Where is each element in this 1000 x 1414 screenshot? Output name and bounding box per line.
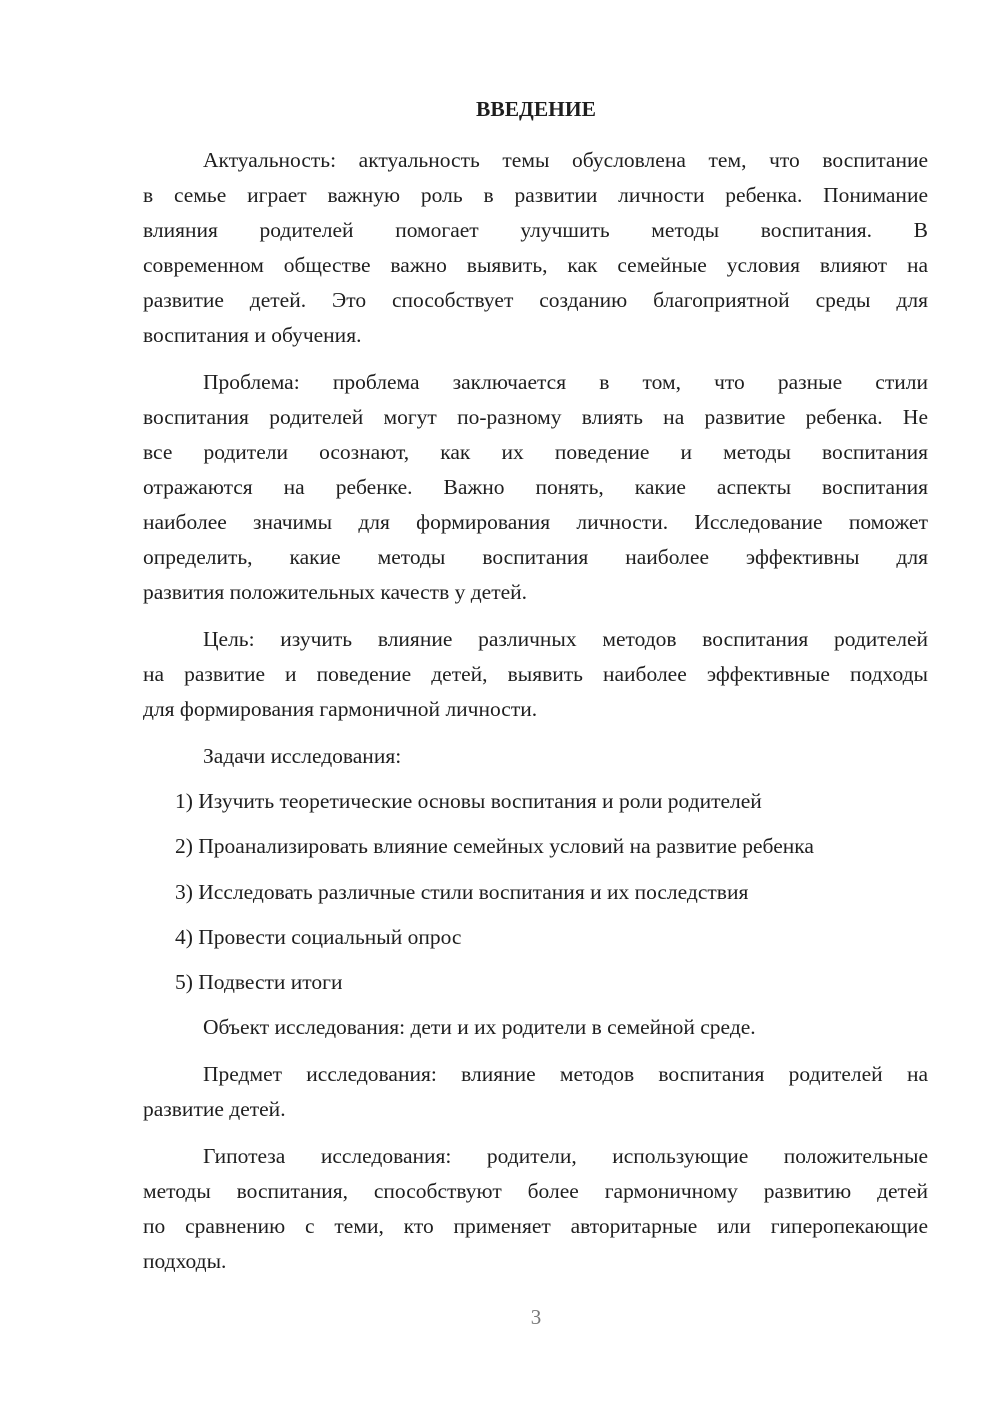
subject-paragraph: [143, 1057, 928, 1127]
task-item: 5) Подвести итоги: [175, 970, 343, 995]
text-line: все родители осознают, как их поведение и методы воспитания: [143, 440, 928, 464]
closing-paragraphs: [143, 1010, 928, 1279]
text-line: отражаются на ребенке. Важно понять, какие аспекты воспитания: [143, 475, 928, 499]
tasks-list: [175, 784, 928, 1010]
text-line: в семье играет важную роль в развитии личности ребенка. Понимание: [143, 183, 928, 207]
text-line: на развитие и поведение детей, выявить наиболее эффективные подходы: [143, 662, 928, 686]
text-line: методы воспитания, способствуют более гармоничному развитию детей: [143, 1179, 928, 1204]
relevance-paragraph: [143, 143, 928, 353]
section-title: ВВЕДЕНИЕ: [476, 97, 596, 121]
text-line: развитие детей. Это способствует созданию благоприятной среды для: [143, 288, 928, 312]
tasks-heading: [143, 739, 928, 774]
text-line: развитие детей.: [143, 1097, 286, 1122]
text-line: подходы.: [143, 1249, 227, 1274]
text-line: Объект исследования: дети и их родители в семейной среде.: [203, 1015, 756, 1040]
hypothesis-paragraph: [143, 1139, 928, 1279]
text-line: наиболее значимы для формирования личности. Исследование поможет: [143, 510, 928, 534]
text-line: Задачи исследования:: [203, 744, 402, 768]
text-line: влияния родителей помогает улучшить методы воспитания. В: [143, 218, 928, 242]
task-item: 3) Исследовать различные стили воспитания и их последствия: [175, 879, 749, 904]
text-line: развития положительных качеств у детей.: [143, 580, 528, 604]
text-line: для формирования гармоничной личности.: [143, 697, 538, 721]
task-item: 1) Изучить теоретические основы воспитания и роли родителей: [175, 789, 762, 813]
document-body: [143, 143, 928, 1291]
text-line: современном обществе важно выявить, как семейные условия влияют на: [143, 253, 928, 277]
text-line: Проблема: проблема заключается в том, что разные стили: [203, 370, 928, 394]
text-line: Предмет исследования: влияние методов воспитания родителей на: [203, 1062, 928, 1087]
task-item: 2) Проанализировать влияние семейных условий на развитие ребенка: [175, 834, 814, 859]
intro-paragraphs: [143, 143, 928, 774]
text-line: Актуальность: актуальность темы обусловлена тем, что воспитание: [203, 148, 928, 172]
text-line: воспитания родителей могут по-разному влиять на развитие ребенка. Не: [143, 405, 928, 429]
page-number: 3: [530, 1305, 542, 1329]
object-paragraph: [143, 1010, 928, 1045]
text-line: воспитания и обучения.: [143, 323, 362, 347]
text-line: определить, какие методы воспитания наиболее эффективны для: [143, 545, 928, 569]
goal-paragraph: [143, 622, 928, 727]
text-line: Гипотеза исследования: родители, использующие положительные: [203, 1144, 928, 1169]
problem-paragraph: [143, 365, 928, 610]
task-item: 4) Провести социальный опрос: [175, 924, 462, 949]
text-line: по сравнению с теми, кто применяет авторитарные или гиперопекающие: [143, 1214, 928, 1239]
text-line: Цель: изучить влияние различных методов воспитания родителей: [203, 627, 928, 651]
